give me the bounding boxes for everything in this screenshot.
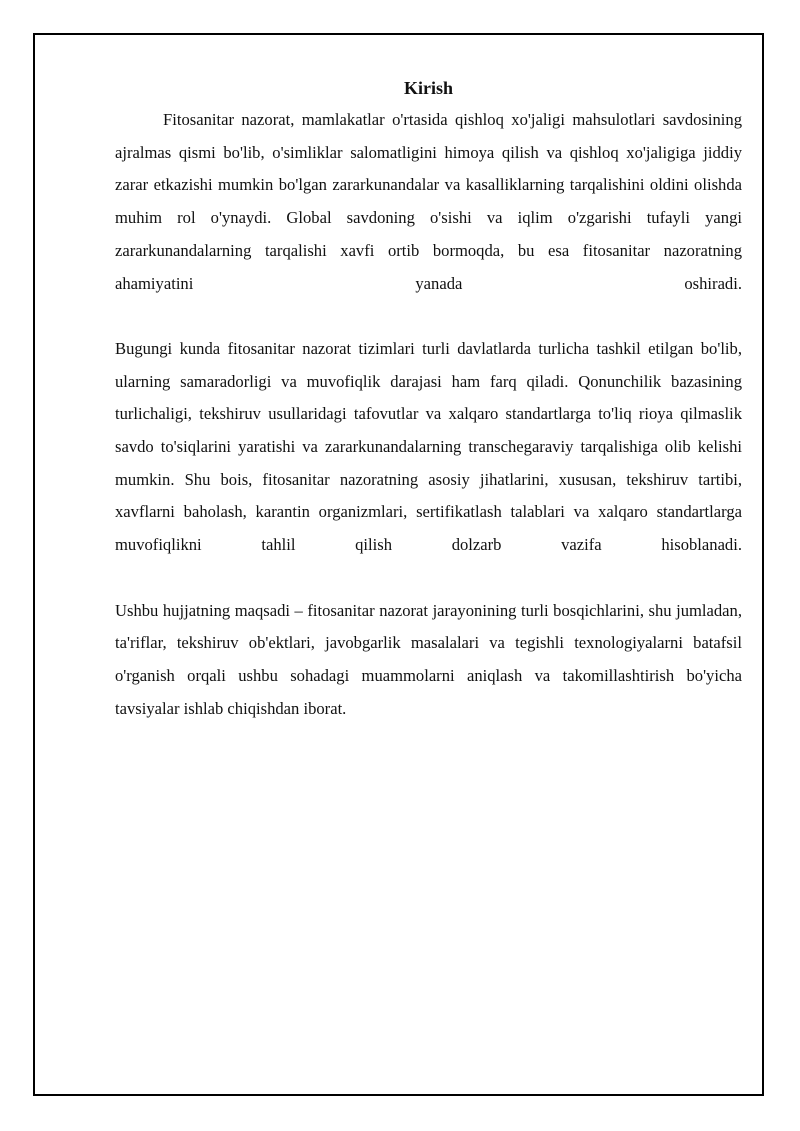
document-body [115, 76, 742, 725]
paragraph-spacer [115, 300, 742, 333]
paragraph-1: Fitosanitar nazorat, mamlakatlar o'rtasida qishloq xo'jaligi mahsulotlari savdosining ajralmas qismi bo'lib, o'simliklar salomatligini himoya qilish va qishloq xo'jaligiga jiddiy zarar etkazishi mumkin bo'lgan zararkunandalar va kasalliklarning tarqalishini oldini olishda muhim rol o'ynaydi. Global savdoning o'sishi va iqlim o'zgarishi tufayli yangi zararkunandalarning tarqalishi xavfi ortib bormoqda, bu esa fitosanitar nazoratning ahamiyatini yanada oshiradi. [115, 110, 742, 293]
paragraph-2: Bugungi kunda fitosanitar nazorat tizimlari turli davlatlarda turlicha tashkil etilgan bo'lib, ularning samaradorligi va muvofiqlik darajasi ham farq qiladi. Qonunchilik bazasining turlichaligi, tekshiruv usullaridagi tafovutlar va xalqaro standartlarga to'liq rioya qilmaslik savdo to'siqlarini yaratishi va zararkunandalarning transchegaraviy tarqalishiga olib kelishi mumkin. Shu bois, fitosanitar nazoratning asosiy jihatlarini, xususan, tekshiruv tartibi, xavflarni baholash, karantin organizmlari, sertifikatlash talablari va xalqaro standartlarga muvofiqlikni tahlil qilish dolzarb vazifa hisoblanadi. [115, 338, 742, 555]
paragraph-spacer [115, 562, 742, 595]
document-title: Kirish [403, 78, 453, 98]
paragraph-3: Ushbu hujjatning maqsadi – fitosanitar nazorat jarayonining turli bosqichlarini, shu jumladan, ta'riflar, tekshiruv ob'ektlari, javobgarlik masalalari va tegishli texnologiyalarni batafsil o'rganish orqali ushbu sohadagi muammolarni aniqlash va takomillashtirish bo'yicha tavsiyalar ishlab chiqishdan iborat. [115, 600, 742, 718]
